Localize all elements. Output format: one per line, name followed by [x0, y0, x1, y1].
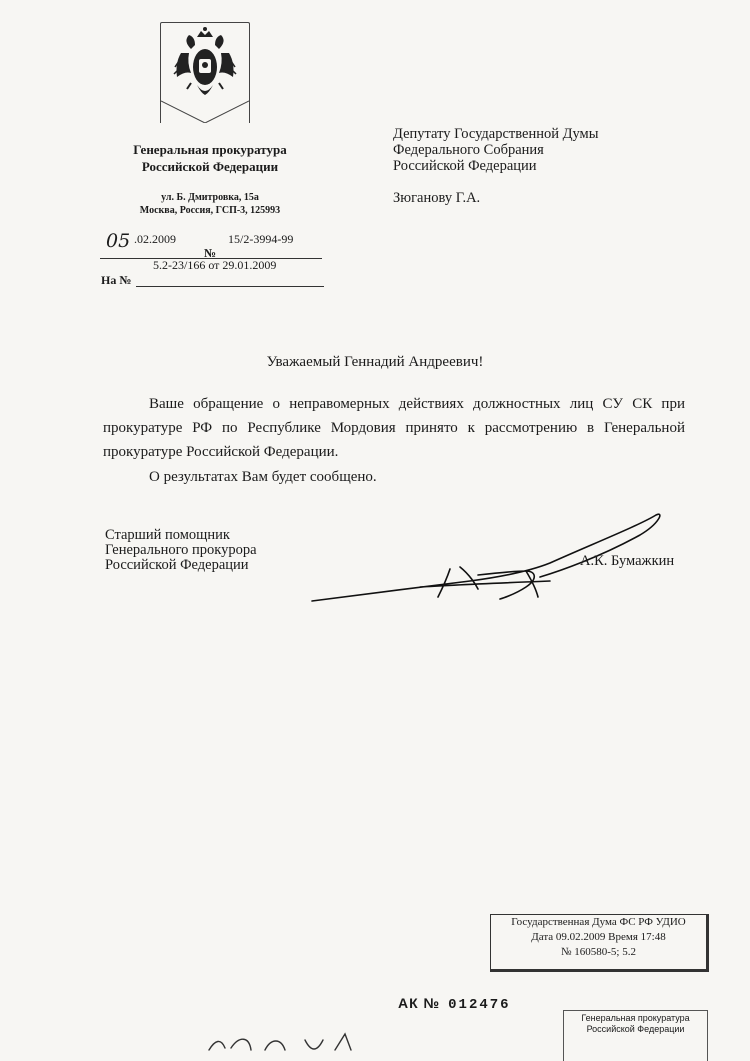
date-number-line: [100, 230, 322, 260]
bottom-stamp-line1: Генеральная прокуратура: [581, 1013, 690, 1023]
stamp-line3: № 160580-5; 5.2: [561, 946, 636, 958]
body-paragraph-1: Ваше обращение о неправомерных действиях должностных лиц СУ СК при прокуратуре РФ по Республике Мордовия принято к рассмотрению в Генеральной прокуратуре Российской Федерации.: [103, 396, 685, 460]
russian-coat-of-arms-icon: [161, 23, 249, 123]
number-label: №: [204, 246, 217, 260]
body-paragraph-2: О результатах Вам будет сообщено.: [149, 469, 377, 485]
recipient-line2: Федерального Собрания: [393, 142, 544, 158]
greeting: Уважаемый Геннадий Андреевич!: [266, 354, 484, 370]
signatory-title-line1: Старший помощник: [105, 527, 230, 543]
signatory-title-line2: Генерального прокурора: [105, 542, 257, 558]
recipient-name: Зюганову Г.А.: [393, 190, 481, 206]
bottom-handwriting-scribble: [205, 1020, 405, 1060]
bottom-stamp-line2: Российской Федерации: [586, 1024, 685, 1034]
emblem-frame: [160, 22, 250, 123]
signatory-title: [105, 528, 257, 573]
bottom-stamp: [563, 1010, 708, 1061]
signatory-title-line3: Российской Федерации: [105, 557, 249, 573]
stamp-line1: Государственная Дума ФС РФ УДИО: [511, 916, 686, 928]
address-line1: ул. Б. Дмитровка, 15а: [161, 192, 259, 203]
stamp-line2: Дата 09.02.2009 Время 17:48: [531, 931, 666, 943]
reference-label: На №: [101, 273, 132, 287]
outgoing-number: 15/2-3994-99: [228, 232, 294, 246]
recipient-line1: Депутату Государственной Думы: [393, 126, 599, 142]
reference-line: [136, 270, 324, 287]
registration-stamp: [490, 914, 709, 972]
date-handwritten-day: 05: [106, 230, 131, 252]
org-name-line1: Генеральная прокуратура: [133, 142, 287, 157]
org-name-line2: Российской Федерации: [141, 159, 279, 174]
form-series: АК №: [398, 995, 441, 1011]
recipient-block: [393, 126, 598, 174]
recipient-line3: Российской Федерации: [393, 158, 537, 174]
form-serial-number: 012476: [448, 997, 511, 1013]
signatory-name: А.К. Бумажкин: [580, 553, 675, 569]
form-number: [398, 995, 511, 1013]
address-line2: Москва, Россия, ГСП-3, 125993: [139, 205, 281, 216]
reference-text: 5.2-23/166 от 29.01.2009: [153, 258, 277, 272]
date-printed: .02.2009: [134, 232, 176, 246]
